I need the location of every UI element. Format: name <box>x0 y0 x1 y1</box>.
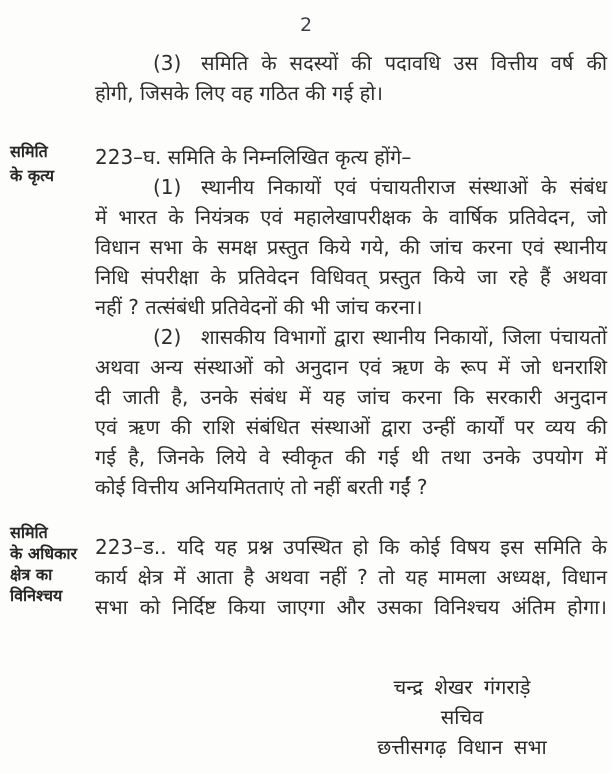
body-line: सभा को निर्दिष्ट किया जाएगा और उसका विनिश्चय अंतिम होगा। <box>95 595 607 619</box>
margin-note-line: समिति <box>10 142 48 161</box>
margin-note-jurisdiction-decision <box>10 522 96 606</box>
margin-note-line: विनिश्चय <box>10 586 63 605</box>
section-heading: 223–घ. समिति के निम्नलिखित कृत्य होंगे– <box>95 145 412 169</box>
body-line: अथवा अन्य संस्थाओं को अनुदान एवं ऋण के रूप में जो धनराशि <box>95 355 607 379</box>
clause-marker: (3) <box>153 51 182 75</box>
margin-note-line: के अधिकार <box>10 544 78 563</box>
clause-3-paragraph <box>95 48 607 108</box>
section-223-gha <box>95 142 607 502</box>
body-line <box>95 322 607 352</box>
margin-note-line: समिति <box>10 523 48 542</box>
body-line-text: स्थानीय निकायों एवं पंचायतीराज संस्थाओं के संबंध <box>201 175 607 199</box>
signatory-name: चन्द्र शेखर गंगराड़े <box>393 675 531 699</box>
body-line: नहीं ? तत्संबंधी प्रतिवेदनों की भी जांच करना। <box>95 295 423 319</box>
signatory-title: सचिव <box>440 705 484 729</box>
margin-note-line: के कृत्य <box>10 166 55 185</box>
body-line: विधान सभा के समक्ष प्रस्तुत किये गये, की जांच करना एवं स्थानीय <box>95 235 607 259</box>
margin-note-line: क्षेत्र का <box>10 565 53 584</box>
body-column <box>95 48 607 622</box>
margin-note-committee-functions <box>10 140 96 188</box>
signature-block <box>352 672 572 762</box>
body-line-text: समिति के सदस्यों की पदावधि उस वित्तीय वर्ष की <box>201 51 607 75</box>
body-line: निधि संपरीक्षा के प्रतिवेदन विधिवत् प्रस्तुत किये जा रहे हैं अथवा <box>95 265 607 289</box>
signatory-organization: छत्तीसगढ़ विधान सभा <box>377 735 547 759</box>
page-number: 2 <box>299 14 313 36</box>
body-line: कोई वित्तीय अनियमितताएं तो नहीं बरती गईं ? <box>95 475 428 499</box>
body-line <box>95 172 607 202</box>
body-line-text: शासकीय विभागों द्वारा स्थानीय निकायों, जिला पंचायतों <box>201 325 607 349</box>
body-line: में भारत के नियंत्रक एवं महालेखापरीक्षक के वार्षिक प्रतिवेदन, जो <box>95 205 607 229</box>
body-line: दी जाती है, उनके संबंध में यह जांच करना कि सरकारी अनुदान <box>95 385 607 409</box>
body-line: 223–ड.. यदि यह प्रश्न उपस्थित हो कि कोई विषय इस समिति के <box>95 535 607 559</box>
body-line: कार्य क्षेत्र में आता है अथवा नहीं ? तो यह मामला अध्यक्ष, विधान <box>95 565 607 589</box>
body-line: एवं ऋण की राशि संबंधित संस्थाओं द्वारा उन्हीं कार्यों पर व्यय की <box>95 415 607 439</box>
body-line: होगी, जिसके लिए वह गठित की गई हो। <box>95 81 383 105</box>
clause-2-paragraph <box>95 322 607 502</box>
clause-marker: (1) <box>153 175 182 199</box>
body-line: गई है, जिनके लिये वे स्वीकृत की गई थी तथा उनके उपयोग में <box>95 445 607 469</box>
clause-marker: (2) <box>153 325 182 349</box>
section-223-da <box>95 532 607 622</box>
clause-1-paragraph <box>95 172 607 322</box>
body-line <box>95 48 607 78</box>
